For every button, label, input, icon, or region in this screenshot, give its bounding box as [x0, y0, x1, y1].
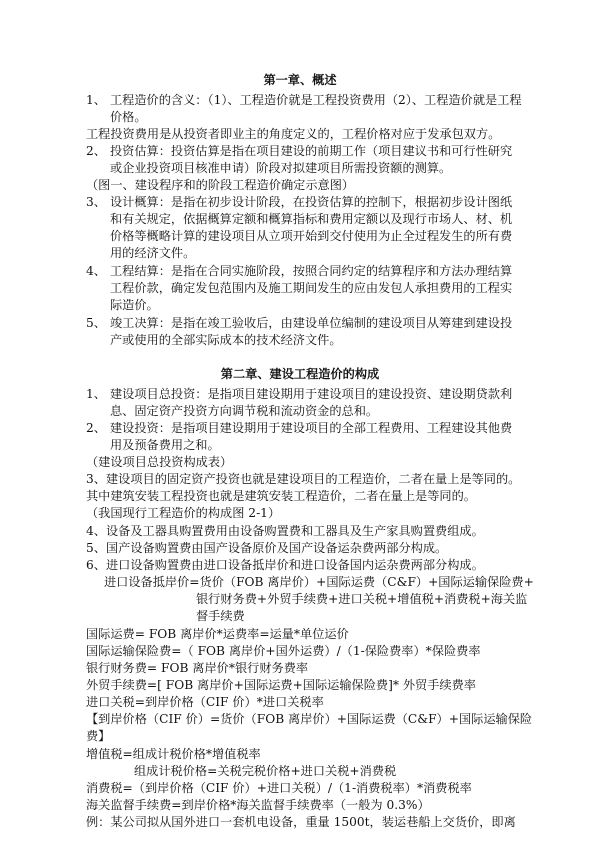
item-1-4-line-1: 工程结算：是指在合同实施阶段，按照合同约定的结算程序和方法办理结算	[110, 264, 513, 278]
formula-cif-line-1: 【到岸价格（CIF 价）=货价（FOB 离岸价）+国际运费（C&F）+国际运输保险	[86, 712, 533, 726]
formula-vat: 增值税=组成计税价格*增值税率	[86, 747, 261, 761]
formula-import-price-line-3: 督手续费	[196, 609, 245, 623]
formula-import-price-line-2: 银行财务费+外贸手续费+进口关税+增值税+消费税+海关监	[196, 592, 528, 606]
formula-cif-line-2: 费】	[86, 729, 111, 743]
formula-customs-fee: 海关监督手续费=到岸价格*海关监督手续费率（一般为 0.3%）	[86, 798, 430, 812]
item-2-1-line-2: 息、固定资产投资方向调节税和流动资金的总和。	[110, 404, 379, 418]
item-1-1-line-1: 工程造价的含义：（1）、工程造价就是工程投资费用（2）、工程造价就是工程	[110, 93, 522, 107]
item-2-5: 5、国产设备购置费由国产设备原价及国产设备运杂费两部分构成。	[86, 541, 448, 555]
item-2-2-number: 2、	[86, 421, 106, 435]
item-1-5-line-1: 竣工决算：是指在竣工验收后，由建设单位编制的建设项目从筹建到建设投	[110, 316, 513, 330]
chapter-1-title: 第一章、概述	[263, 73, 337, 87]
note-figure-1: （图一、建设程序和的阶段工程造价确定示意图）	[86, 178, 355, 192]
item-2-1-number: 1、	[86, 387, 106, 401]
note-investment-definition: 工程投资费用是从投资者即业主的角度定义的，工程价格对应于发承包双方。	[86, 127, 501, 141]
item-1-3-line-3: 价格等概略计算的建设项目从立项开始到交付使用为止全过程发生的所有费	[110, 229, 513, 243]
item-1-5-line-2: 产或使用的全部实际成本的技术经济文件。	[110, 333, 342, 347]
note-construction-install: 其中建筑安装工程投资也就是建筑安装工程造价，二者在量上是等同的。	[86, 489, 476, 503]
note-figure-2-1: （我国现行工程造价的构成图 2-1）	[86, 506, 281, 520]
formula-trade-fee: 外贸手续费=[ FOB 离岸价+国际运费+国际运输保险费]* 外贸手续费率	[86, 678, 476, 692]
item-2-1-line-1: 建设项目总投资：是指项目建设期用于建设项目的建设投资、建设期贷款利	[110, 387, 513, 401]
formula-import-price-line-1: 进口设备抵岸价=货价（FOB 离岸价）+国际运费（C&F）+国际运输保险费+	[104, 575, 534, 589]
item-1-4-line-3: 际造价。	[110, 298, 159, 312]
item-1-2-number: 2、	[86, 144, 106, 158]
formula-composite-price: 组成计税价格=关税完税价格+进口关税+消费税	[134, 764, 397, 778]
note-investment-table: （建设项目总投资构成表）	[86, 455, 233, 469]
item-1-1-number: 1、	[86, 93, 106, 107]
item-2-3: 3、建设项目的固定资产投资也就是建设项目的工程造价，二者在量上是等同的。	[86, 472, 521, 486]
item-2-2-line-2: 用及预备费用之和。	[110, 438, 220, 452]
item-1-3-number: 3、	[86, 195, 106, 209]
item-1-5-number: 5、	[86, 316, 106, 330]
item-1-3-line-1: 设计概算：是指在初步设计阶段，在投资估算的控制下，根据初步设计图纸	[110, 195, 513, 209]
formula-bank-fee: 银行财务费= FOB 离岸价*银行财务费率	[86, 661, 309, 675]
item-1-2-line-1: 投资估算：投资估算是指在项目建设的前期工作（项目建议书和可行性研究	[110, 144, 513, 158]
item-2-2-line-1: 建设投资：是指项目建设期用于建设项目的全部工程费用、工程建设其他费	[110, 421, 513, 435]
formula-insurance: 国际运输保险费=（ FOB 离岸价+国外运费）/（1-保险费率）*保险费率	[86, 644, 481, 658]
chapter-2-title: 第二章、建设工程造价的构成	[220, 367, 380, 381]
item-1-2-line-2: 或企业投资项目核准申请）阶段对拟建项目所需投资额的测算。	[110, 161, 452, 175]
example-text: 例：某公司拟从国外进口一套机电设备，重量 1500t，装运巷船上交货价，即离	[86, 815, 516, 829]
item-1-3-line-2: 和有关规定，依据概算定额和概算指标和费用定额以及现行市场人、材、机	[110, 212, 513, 226]
item-1-4-line-2: 工程价款，确定发包范围内及施工期间发生的应由发包人承担费用的工程实	[110, 281, 513, 295]
item-2-6: 6、进口设备购置费由进口设备抵岸价和进口设备国内运杂费两部分构成。	[86, 558, 484, 572]
formula-consumption-tax: 消费税=（到岸价格（CIF 价）+进口关税）/（1-消费税率）*消费税率	[86, 781, 472, 795]
item-1-1-line-2: 价格。	[110, 110, 147, 124]
formula-freight: 国际运费= FOB 离岸价*运费率=运量*单位运价	[86, 627, 349, 641]
formula-tariff: 进口关税=到岸价格（CIF 价）*进口关税率	[86, 695, 324, 709]
item-1-3-line-4: 用的经济文件。	[110, 246, 196, 260]
item-1-4-number: 4、	[86, 264, 106, 278]
item-2-4: 4、设备及工器具购置费用由设备购置费和工器具及生产家具购置费组成。	[86, 524, 484, 538]
